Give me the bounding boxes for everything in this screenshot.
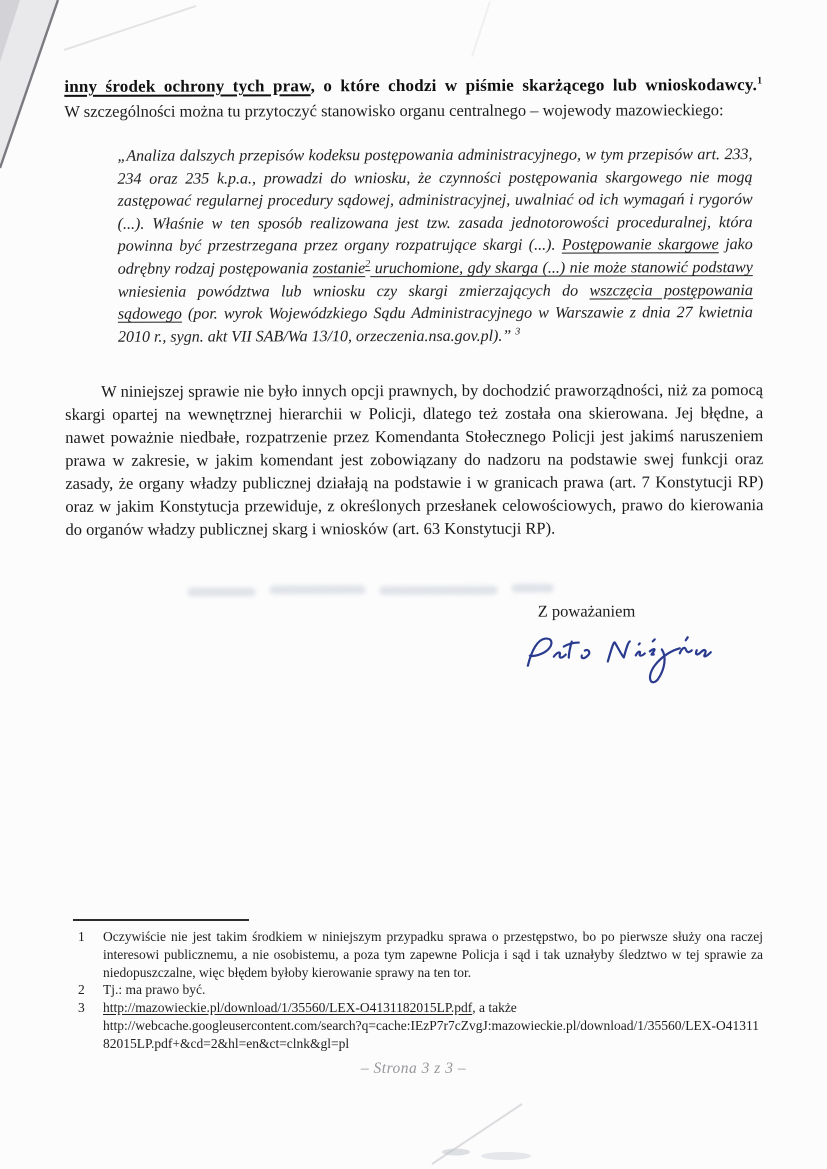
footnote-ref-1: 1 (757, 75, 763, 87)
footnote-2 (65, 981, 763, 999)
lead-bold-line (64, 74, 762, 98)
bold-continuation: , o które chodzi w piśmie skarżącego lub wnioskodawcy. (310, 75, 758, 96)
signature-ink (518, 630, 718, 697)
footnote-url-plain: http://webcache.googleusercontent.com/search?q=cache:IEzP7r7cZvgJ:mazowieckie.pl/download/1/35560/LEX-O4131182015LP.pdf+&cd=2&hl=en&ct=clnk&gl=pl (103, 1017, 760, 1051)
quote-underline-2b: uruchomione, gdy skarga (...) nie może stanowić podstawy (370, 259, 753, 278)
footnote-1 (65, 928, 763, 981)
quote-underline-1: Postępowanie skargowe (561, 236, 719, 254)
footnote-separator (73, 919, 249, 921)
footnote-number: 2 (78, 982, 85, 998)
footnote-text: Tj.: ma prawo być. (103, 982, 206, 998)
handwritten-signature (518, 629, 764, 701)
quote-text: (por. wyrok Wojewódzkiego Sądu Administracyjnego w Warszawie z dnia 27 kwietnia 2010 r., sygn. akt VII SAB/Wa 13/10, orzeczenia.nsa.gov.pl).” (117, 304, 753, 346)
lead-paragraph (64, 74, 762, 123)
footnote-3 (65, 999, 763, 1052)
body-paragraph: W niniejszej sprawie nie było innych opcji prawnych, by dochodzić praworządności, niż za pomocą skargi opartej na wewnętrznej hierarchii w Policji, dlatego też została ona skierowana. Jej błędne, a nawet poważnie niedbałe, rozpatrzenie przez Komendanta Stołecznego Policji jest jakimś naruszeniem prawa w zakresie, w jakim komendant jest zobowiązany do nadzoru na podstawie swej funkcji oraz zasady, że organy władzy publicznej działają na podstawie i w granicach prawa (art. 7 Konstytucji RP) oraz w jakim Konstytucja przewiduje, z określonych przesłanek celowościowych, prawo do kierowania do organów władzy publicznej skarg i wniosków (art. 63 Konstytucji RP). (65, 380, 764, 540)
quote-text: wniesienia powództwa lub wniosku czy skargi zmierzających do (117, 282, 590, 301)
footnote-url-link: http://mazowieckie.pl/download/1/35560/LEX-O4131182015LP.pdf (103, 1000, 473, 1016)
footnote-ref-2: 2 (365, 258, 371, 270)
footnote-text (103, 999, 763, 1052)
valediction: Z poważaniem (537, 601, 636, 622)
quote-text: jako odrębny rodzaj postępowania (117, 236, 753, 278)
footnote-text-after-link: , a także (472, 1000, 517, 1016)
scan-crease-bottom (400, 1102, 620, 1168)
quote-underline-3: wszczęcia postępowania sądowego (117, 281, 753, 323)
underlined-phrase: inny środek ochrony tych praw (64, 76, 311, 96)
quote-underline-2a: zostanie (312, 260, 366, 278)
lead-second-line: W szczególności można tu przytoczyć stanowisko organu centralnego – wojewody mazowieckiego: (64, 100, 724, 121)
block-quote (117, 144, 753, 349)
bleed-through-smudge (188, 583, 554, 597)
footnote-number: 1 (78, 929, 85, 944)
footnote-text: Oczywiście nie jest takim środkiem w niniejszym przypadku sprawa o przestępstwo, bo po pierwsze służy ona raczej interesowi publicznemu, a nie osobistemu, a poza tym zapewne Policja i sąd i tak uznałyby śledztwo w tej sprawie za niedopuszczalne, więc błędem byłoby kierowanie sprawy na ten tor. (103, 929, 763, 980)
footnote-number: 3 (78, 1000, 85, 1016)
page-number-footer: – Strona 3 z 3 – (360, 1060, 467, 1077)
footnotes-section (65, 919, 763, 1053)
quote-text: „Analiza dalszych przepisów kodeksu postępowania administracyjnego, w tym przepisów art. 233, 234 oraz 235 k.p.a., prowadzi do wniosku, że czynności postępowania skargowego nie mogą zastępować regularnej procedury sądowej, administracyjnej, uwalniać od ich wymagań i rygorów (...). Właśnie w ten sposób realizowana jest tzw. zasada jednotorowości proceduralnej, która powinna być przestrzegana przez organy rozpatrujące skargi (...). (117, 146, 753, 256)
footnote-ref-3: 3 (515, 326, 521, 338)
